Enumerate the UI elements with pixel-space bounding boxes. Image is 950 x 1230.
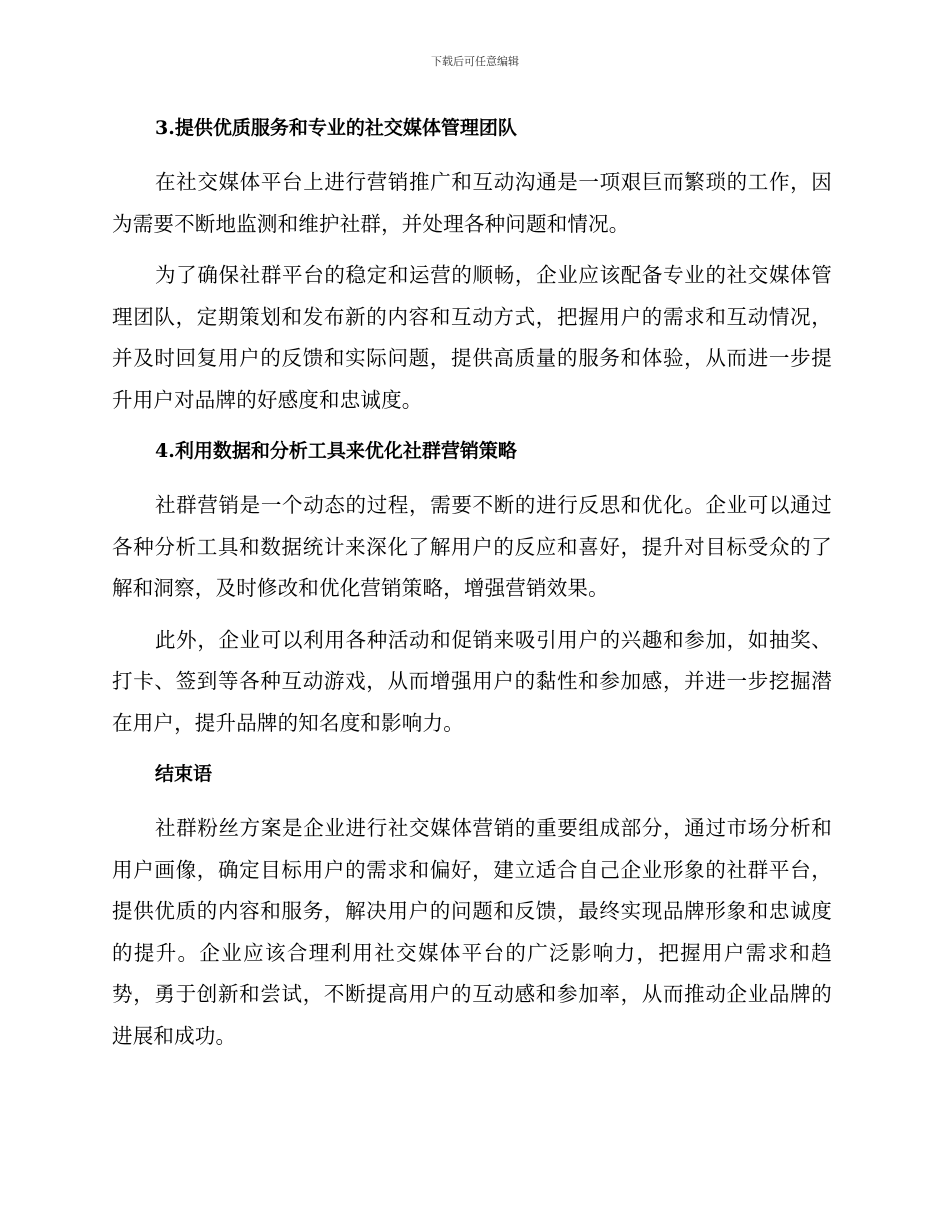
section-heading: 3.提供优质服务和专业的社交媒体管理团队: [155, 117, 517, 139]
paragraph: 社群粉丝方案是企业进行社交媒体营销的重要组成部分，通过市场分析和用户画像，确定目标用户的需求和偏好，建立适合自己企业形象的社群平台，提供优质的内容和服务，解决用户的问题和反馈，最终实现品牌形象和忠诚度的提升。企业应该合理利用社交媒体平台的广泛影响力，把握用户需求和趋势，勇于创新和尝试，不断提高用户的互动感和参加率，从而推动企业品牌的进展和成功。: [112, 816, 832, 1048]
paragraph: 此外，企业可以利用各种活动和促销来吸引用户的兴趣和参加，如抽奖、打卡、签到等各种互动游戏，从而增强用户的黏性和参加感，并进一步挖掘潜在用户，提升品牌的知名度和影响力。: [112, 627, 832, 735]
section-3: [112, 108, 832, 421]
section-heading: 结束语: [155, 763, 213, 785]
document-body: [112, 108, 832, 1067]
section-conclusion: [112, 754, 832, 1057]
paragraph: 为了确保社群平台的稳定和运营的顺畅，企业应该配备专业的社交媒体管理团队，定期策划和发布新的内容和互动方式，把握用户的需求和互动情况，并及时回复用户的反馈和实际问题，提供高质量的服务和体验，从而进一步提升用户对品牌的好感度和忠诚度。: [112, 263, 832, 412]
section-4: [112, 431, 832, 744]
page-header: 下载后可任意编辑: [431, 55, 519, 68]
paragraph: 社群营销是一个动态的过程，需要不断的进行反思和优化。企业可以通过各种分析工具和数据统计来深化了解用户的反应和喜好，提升对目标受众的了解和洞察，及时修改和优化营销策略，增强营销效果。: [112, 493, 832, 600]
section-heading: 4.利用数据和分析工具来优化社群营销策略: [155, 440, 517, 462]
paragraph: 在社交媒体平台上进行营销推广和互动沟通是一项艰巨而繁琐的工作，因为需要不断地监测和维护社群，并处理各种问题和情况。: [112, 170, 832, 236]
